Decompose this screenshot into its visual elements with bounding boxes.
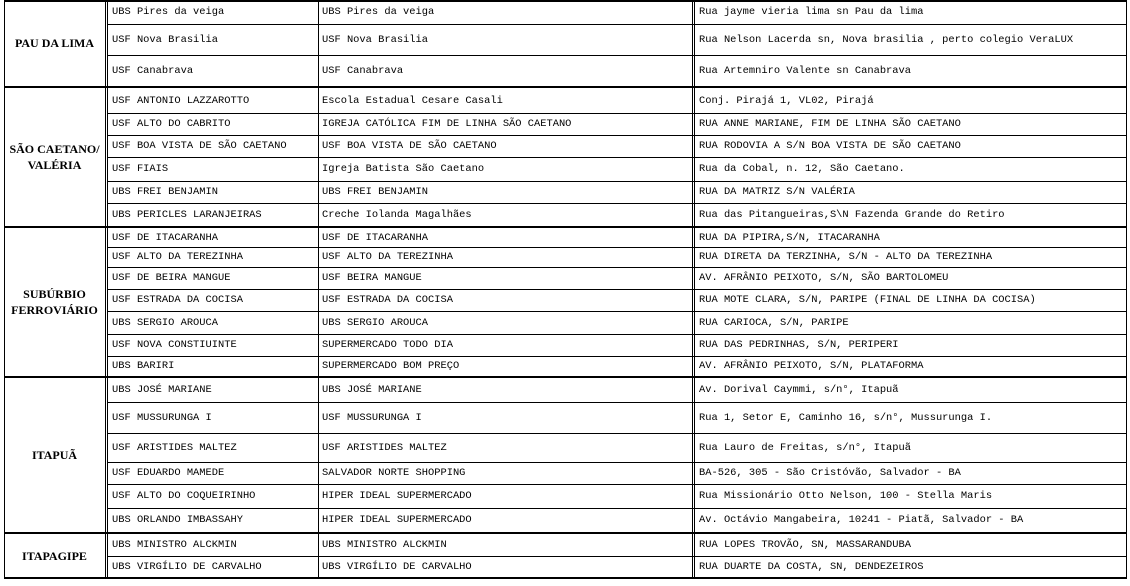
address-cell: Rua Artemniro Valente sn Canabrava [699, 64, 912, 77]
unit-name-cell: USF FIAIS [112, 163, 169, 175]
address-cell: RUA DA MATRIZ S/N VALÉRIA [699, 186, 855, 198]
vaccination-location-cell: SUPERMERCADO TODO DIA [322, 339, 453, 351]
vaccination-location-cell: USF Nova Brasilia [322, 33, 429, 46]
unit-name-cell: UBS VIRGÍLIO DE CARVALHO [112, 561, 262, 573]
row-divider [107, 289, 1127, 290]
unit-name-cell: USF DE BEIRA MANGUE [112, 272, 231, 284]
unit-name-cell: UBS MINISTRO ALCKMIN [112, 539, 237, 551]
address-cell: Rua jayme vieria lima sn Pau da lima [699, 6, 924, 18]
row-divider [107, 181, 1127, 182]
row-divider [107, 402, 1127, 403]
unit-name-cell: USF DE ITACARANHA [112, 231, 219, 244]
region-name: ITAPAGIPE [4, 534, 106, 578]
row-divider [107, 334, 1127, 335]
region-name: ITAPUÃ [4, 378, 106, 532]
row-divider [107, 113, 1127, 114]
address-cell: Av. Octávio Mangabeira, 10241 - Piatã, Salvador - BA [699, 514, 1024, 526]
unit-name-cell: UBS BARIRI [112, 360, 175, 372]
vaccination-location-cell: USF DE ITACARANHA [322, 231, 429, 244]
row-divider [107, 203, 1127, 204]
address-cell: RUA MOTE CLARA, S/N, PARIPE (FINAL DE LINHA DA COCISA) [699, 294, 1036, 306]
address-cell: Rua Nelson Lacerda sn, Nova brasilia , perto colegio VeraLUX [699, 33, 1074, 46]
region-name: PAU DA LIMA [4, 0, 106, 86]
row-divider [107, 508, 1127, 509]
vaccination-location-cell: UBS VIRGÍLIO DE CARVALHO [322, 561, 472, 573]
row-divider [107, 157, 1127, 158]
unit-name-cell: UBS ORLANDO IMBASSAHY [112, 514, 243, 526]
row-divider [107, 484, 1127, 485]
row-divider [107, 462, 1127, 463]
address-cell: RUA ANNE MARIANE, FIM DE LINHA SÃO CAETANO [699, 118, 961, 130]
address-cell: AV. AFRÂNIO PEIXOTO, S/N, PLATAFORMA [699, 360, 924, 372]
row-divider [107, 135, 1127, 136]
unit-name-cell: USF Nova Brasilia [112, 33, 219, 46]
vaccination-location-cell: UBS FREI BENJAMIN [322, 186, 429, 198]
vaccination-location-cell: USF Canabrava [322, 64, 404, 77]
address-cell: RUA DUARTE DA COSTA, SN, DENDEZEIROS [699, 561, 924, 573]
region-name: SÃO CAETANO/ VALÉRIA [4, 88, 106, 226]
address-cell: Rua da Cobal, n. 12, São Caetano. [699, 163, 905, 175]
unit-name-cell: USF ESTRADA DA COCISA [112, 294, 243, 306]
vaccination-location-cell: Creche Iolanda Magalhães [322, 208, 472, 221]
region-divider [4, 86, 1127, 88]
row-divider [107, 556, 1127, 557]
region-divider [4, 0, 1127, 2]
unit-name-cell: UBS FREI BENJAMIN [112, 186, 219, 198]
region-divider [4, 532, 1127, 534]
address-cell: RUA CARIOCA, S/N, PARIPE [699, 316, 849, 329]
vaccination-location-cell: SUPERMERCADO BOM PREÇO [322, 360, 460, 372]
address-cell: RUA LOPES TROVÃO, SN, MASSARANDUBA [699, 539, 912, 551]
vaccination-location-cell: USF ARISTIDES MALTEZ [322, 441, 447, 454]
vaccination-location-cell: UBS JOSÉ MARIANE [322, 384, 422, 396]
vaccination-location-cell: USF BEIRA MANGUE [322, 272, 422, 284]
row-divider [107, 267, 1127, 268]
address-cell: RUA DAS PEDRINHAS, S/N, PERIPERI [699, 339, 899, 351]
row-divider [107, 433, 1127, 434]
unit-name-cell: USF ARISTIDES MALTEZ [112, 441, 237, 454]
address-cell: Av. Dorival Caymmi, s/n°, Itapuã [699, 384, 899, 396]
unit-name-cell: USF ALTO DA TEREZINHA [112, 251, 243, 263]
unit-name-cell: UBS SERGIO AROUCA [112, 316, 219, 329]
vaccination-location-cell: UBS SERGIO AROUCA [322, 316, 429, 329]
unit-name-cell: UBS JOSÉ MARIANE [112, 384, 212, 396]
vaccination-location-cell: USF BOA VISTA DE SÃO CAETANO [322, 140, 497, 152]
address-cell: RUA DA PIPIRA,S/N, ITACARANHA [699, 231, 880, 244]
vaccination-location-cell: USF ALTO DA TEREZINHA [322, 251, 453, 263]
unit-name-cell: USF EDUARDO MAMEDE [112, 467, 225, 479]
vaccination-location-cell: SALVADOR NORTE SHOPPING [322, 467, 466, 479]
vaccination-location-cell: USF MUSSURUNGA I [322, 411, 422, 424]
address-cell: Rua 1, Setor E, Caminho 16, s/n°, Mussurunga I. [699, 411, 993, 424]
address-cell: RUA DIRETA DA TERZINHA, S/N - ALTO DA TEREZINHA [699, 251, 993, 263]
vaccination-location-cell: USF ESTRADA DA COCISA [322, 294, 453, 306]
table-bottom-border [4, 577, 1127, 579]
vaccination-location-cell: HIPER IDEAL SUPERMERCADO [322, 514, 472, 526]
unit-name-cell: USF ALTO DO COQUEIRINHO [112, 490, 256, 502]
row-divider [107, 311, 1127, 312]
unit-name-cell: USF BOA VISTA DE SÃO CAETANO [112, 140, 287, 152]
unit-name-cell: USF MUSSURUNGA I [112, 411, 212, 424]
row-divider [107, 247, 1127, 248]
vaccination-location-cell: UBS MINISTRO ALCKMIN [322, 539, 447, 551]
vaccination-location-cell: UBS Pires da veiga [322, 6, 435, 18]
region-name: SUBÚRBIO FERROVIÁRIO [4, 228, 106, 376]
address-cell: BA-526, 305 - São Cristóvão, Salvador - BA [699, 467, 961, 479]
unit-name-cell: USF ALTO DO CABRITO [112, 118, 231, 130]
address-cell: RUA RODOVIA A S/N BOA VISTA DE SÃO CAETANO [699, 140, 961, 152]
address-cell: Rua Lauro de Freitas, s/n°, Itapuã [699, 441, 912, 454]
unit-name-cell: USF ANTONIO LAZZAROTTO [112, 94, 250, 107]
unit-name-cell: USF Canabrava [112, 64, 194, 77]
region-divider [4, 226, 1127, 228]
row-divider [107, 55, 1127, 56]
row-divider [107, 24, 1127, 25]
unit-name-cell: UBS Pires da veiga [112, 6, 225, 18]
region-divider [4, 376, 1127, 378]
vaccination-location-cell: Escola Estadual Cesare Casali [322, 94, 503, 107]
unit-name-cell: UBS PERICLES LARANJEIRAS [112, 208, 262, 221]
vaccination-location-cell: HIPER IDEAL SUPERMERCADO [322, 490, 472, 502]
address-cell: Conj. Pirajá 1, VL02, Pirajá [699, 94, 874, 107]
address-cell: AV. AFRÂNIO PEIXOTO, S/N, SÃO BARTOLOMEU [699, 272, 949, 284]
vaccination-sites-table [4, 0, 1127, 578]
vaccination-location-cell: IGREJA CATÓLICA FIM DE LINHA SÃO CAETANO [322, 118, 572, 130]
vaccination-location-cell: Igreja Batista São Caetano [322, 163, 485, 175]
address-cell: Rua Missionário Otto Nelson, 100 - Stella Maris [699, 490, 993, 502]
row-divider [107, 356, 1127, 357]
unit-name-cell: USF NOVA CONSTIUINTE [112, 339, 237, 351]
address-cell: Rua das Pitangueiras,S\N Fazenda Grande do Retiro [699, 208, 1005, 221]
